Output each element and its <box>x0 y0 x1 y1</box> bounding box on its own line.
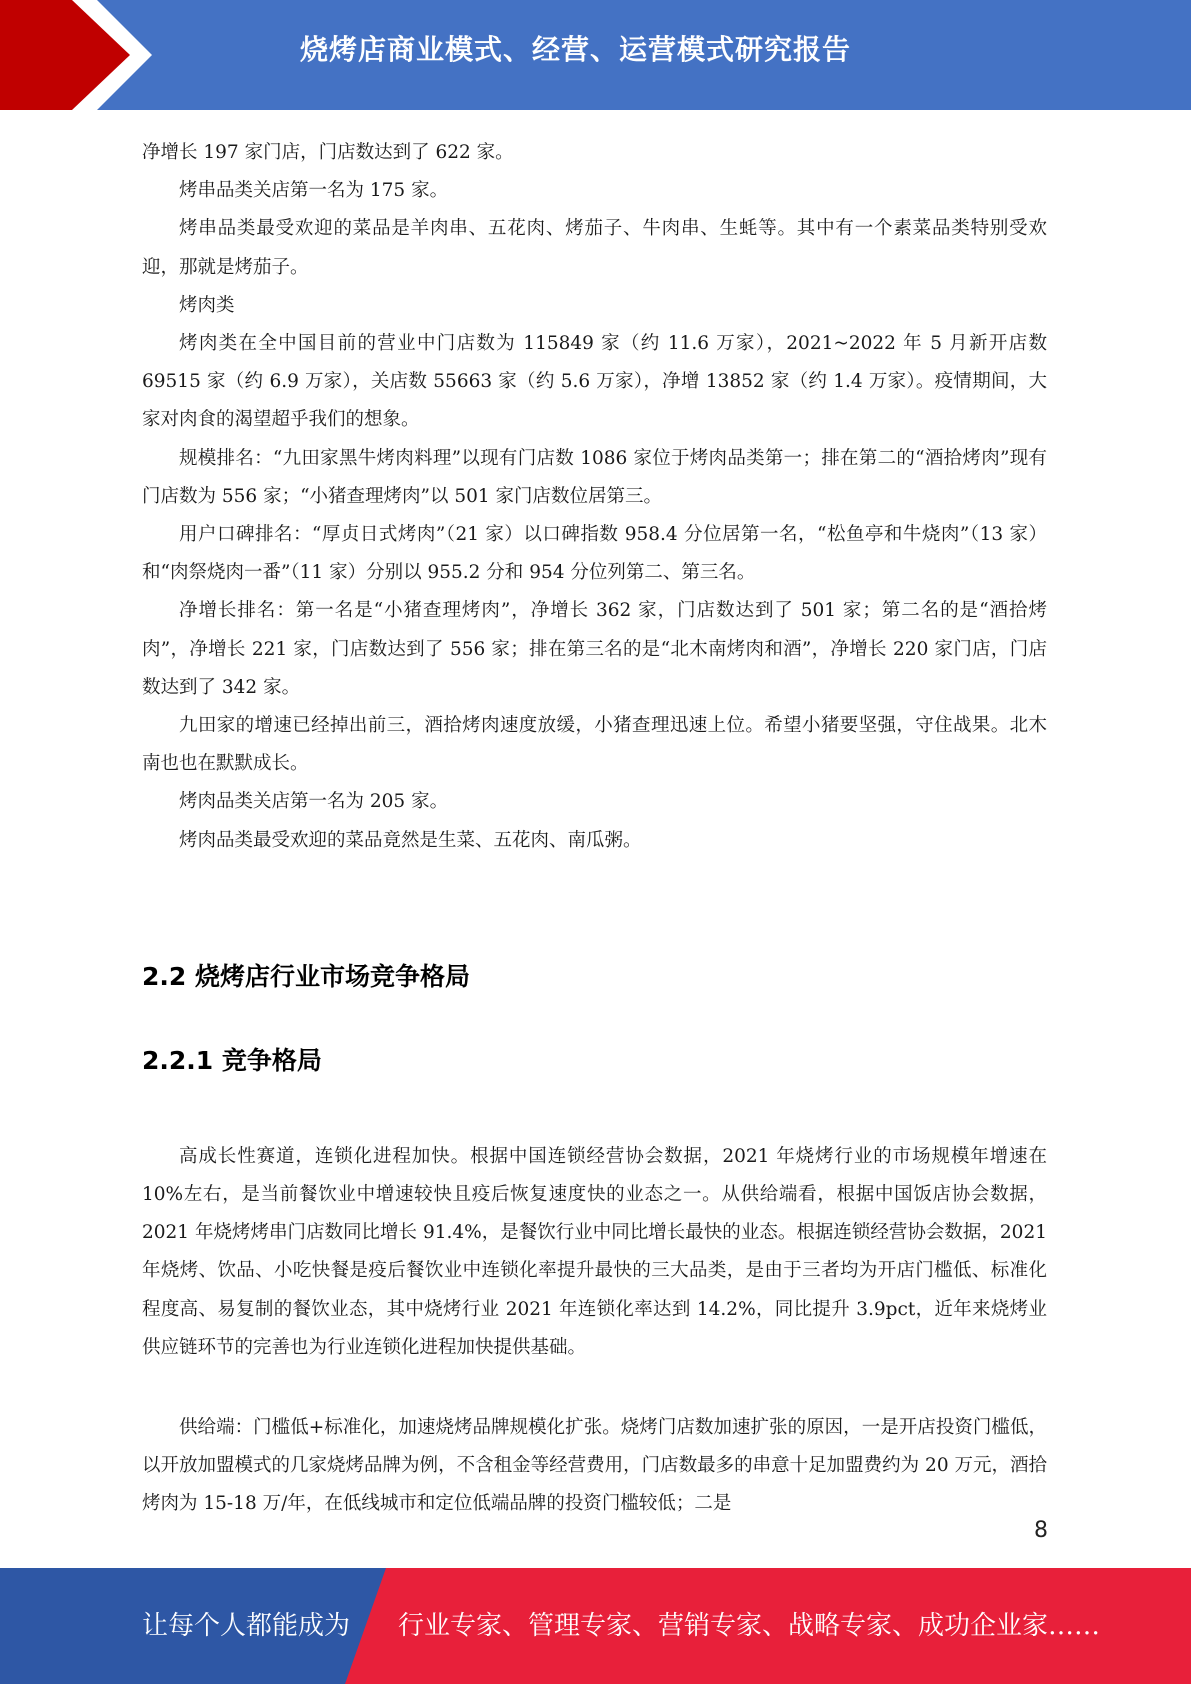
paragraph: 净增长排名：第一名是“小猪查理烤肉”，净增长 362 家，门店数达到了 501 家；第二名的是“酒拾烤肉”，净增长 221 家，门店数达到了 556 家；排在第三名的是“北木南烤肉和酒”，净增长 220 家门店，门店数达到了 342 家。 <box>142 600 1047 698</box>
footer-slogan-left: 让每个人都能成为 <box>142 1611 351 1641</box>
paragraph: 烤串品类关店第一名为 175 家。 <box>179 180 449 202</box>
paragraph: 用户口碑排名：“厚贞日式烤肉”（21 家）以口碑指数 958.4 分位居第一名，“松鱼亭和牛烧肉”（13 家）和“肉祭烧肉一番”（11 家）分别以 955.2 分和 954 分位列第二、第三名。 <box>142 524 1047 584</box>
paragraph: 净增长 197 家门店，门店数达到了 622 家。 <box>142 142 514 163</box>
page-footer <box>0 1568 1191 1684</box>
paragraph: 供给端：门槛低+标准化，加速烧烤品牌规模化扩张。烧烤门店数加速扩张的原因，一是开店投资门槛低，以开放加盟模式的几家烧烤品牌为例，不含租金等经营费用，门店数最多的串意十足加盟费约为 20 万元，酒拾烤肉为 15-18 万/年，在低线城市和定位低端品牌的投资门槛较低；二是 <box>142 1417 1047 1515</box>
paragraph: 高成长性赛道，连锁化进程加快。根据中国连锁经营协会数据，2021 年烧烤行业的市场规模年增速在 10%左右，是当前餐饮业中增速较快且疫后恢复速度快的业态之一。从供给端看，根据中国饭店协会数据，2021 年烧烤烤串门店数同比增长 91.4%，是餐饮行业中同比增长最快的业态。根据连锁经营协会数据，2021 年烧烤、饮品、小吃快餐是疫后餐饮业中连锁化率提升最快的三大品类，是由于三者均为开店门槛低、标准化程度高、易复制的餐饮业态，其中烧烤行业 2021 年连锁化率达到 14.2%，同比提升 3.9pct，近年来烧烤业供应链环节的完善也为行业连锁化进程加快提供基础。 <box>142 1145 1047 1358</box>
page-number: 8 <box>1034 1518 1048 1543</box>
page-header <box>0 0 1191 110</box>
paragraph: 烤肉品类最受欢迎的菜品竟然是生菜、五花肉、南瓜粥。 <box>179 829 642 851</box>
paragraph: 九田家的增速已经掉出前三，酒拾烤肉速度放缓，小猪查理迅速上位。希望小猪要坚强，守住战果。北木南也也在默默成长。 <box>142 715 1047 775</box>
paragraph: 规模排名：“九田家黑牛烤肉料理”以现有门店数 1086 家位于烤肉品类第一；排在第二的“酒拾烤肉”现有门店数为 556 家；“小猪查理烤肉”以 501 家门店数位居第三。 <box>142 447 1047 507</box>
footer-slogan-right: 行业专家、管理专家、营销专家、战略专家、成功企业家…… <box>398 1611 1101 1641</box>
paragraph: 烤串品类最受欢迎的菜品是羊肉串、五花肉、烤茄子、牛肉串、生蚝等。其中有一个素菜品类特别受欢迎，那就是烤茄子。 <box>142 218 1047 278</box>
subsection-heading: 2.2.1 竞争格局 <box>142 1045 322 1075</box>
paragraph: 烤肉类在全中国目前的营业中门店数为 115849 家（约 11.6 万家），2021~2022 年 5 月新开店数 69515 家（约 6.9 万家），关店数 55663 家（约 5.6 万家），净增 13852 家（约 1.4 万家）。疫情期间，大家对肉食的渴望超乎我们的想象。 <box>142 333 1047 431</box>
header-title: 烧烤店商业模式、经营、运营模式研究报告 <box>300 33 852 66</box>
document-body <box>142 134 1047 1524</box>
paragraph-subheading: 烤肉类 <box>179 294 235 316</box>
paragraph: 烤肉品类关店第一名为 205 家。 <box>179 791 449 813</box>
section-heading: 2.2 烧烤店行业市场竞争格局 <box>142 961 470 991</box>
